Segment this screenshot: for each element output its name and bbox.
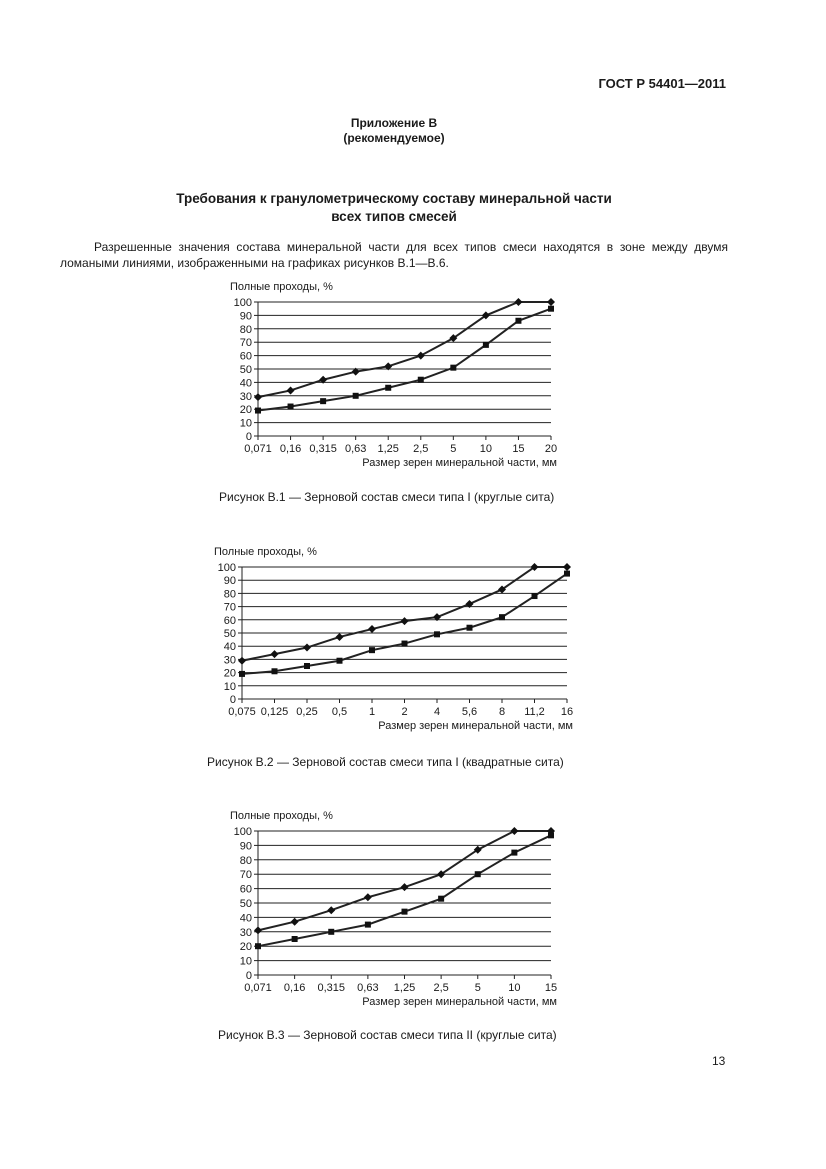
data-point-lower bbox=[365, 922, 371, 928]
y-tick-label: 30 bbox=[223, 654, 236, 667]
page-number: 13 bbox=[712, 1054, 726, 1068]
data-point-lower bbox=[402, 641, 408, 647]
y-tick-label: 20 bbox=[239, 404, 252, 417]
y-tick-label: 20 bbox=[223, 667, 236, 680]
y-tick-label: 90 bbox=[239, 310, 252, 323]
x-tick-label: 10 bbox=[508, 982, 521, 994]
y-tick-label: 70 bbox=[239, 869, 252, 882]
x-tick-label: 5,6 bbox=[461, 706, 478, 718]
data-point-upper bbox=[401, 883, 409, 891]
x-tick-label: 1 bbox=[368, 706, 376, 718]
data-point-lower bbox=[353, 393, 359, 399]
data-point-lower bbox=[564, 571, 570, 577]
x-tick-label: 20 bbox=[544, 443, 558, 455]
data-point-lower bbox=[292, 936, 298, 942]
data-point-lower bbox=[255, 408, 261, 414]
x-tick-label: 0,315 bbox=[309, 443, 337, 455]
y-tick-label: 50 bbox=[239, 364, 252, 376]
data-point-lower bbox=[438, 896, 444, 902]
y-axis-title: Полные проходы, % bbox=[214, 546, 317, 558]
standard-number: ГОСТ Р 54401—2011 bbox=[598, 76, 726, 91]
y-tick-label: 90 bbox=[239, 840, 252, 853]
data-point-upper bbox=[287, 386, 295, 394]
data-point-lower bbox=[328, 929, 334, 935]
y-tick-label: 40 bbox=[223, 641, 236, 654]
data-point-lower bbox=[532, 593, 538, 599]
y-tick-label: 60 bbox=[239, 350, 252, 363]
y-tick-label: 30 bbox=[239, 926, 252, 939]
figure-b2-caption: Рисунок В.2 — Зерновой состав смеси типа I (квадратные сита) bbox=[207, 755, 564, 769]
y-tick-label: 70 bbox=[239, 337, 252, 350]
data-point-lower bbox=[385, 385, 391, 391]
data-point-lower bbox=[369, 647, 375, 653]
data-point-lower bbox=[402, 909, 408, 915]
data-point-lower bbox=[499, 614, 505, 620]
x-tick-label: 5 bbox=[450, 443, 457, 455]
figure-b3-caption: Рисунок В.3 — Зерновой состав смеси типа II (круглые сита) bbox=[218, 1028, 557, 1042]
data-point-lower bbox=[239, 671, 245, 677]
y-axis-title: Полные проходы, % bbox=[230, 281, 333, 293]
data-point-upper bbox=[303, 644, 311, 652]
data-point-lower bbox=[467, 625, 473, 631]
appendix-title: Приложение В bbox=[350, 116, 438, 130]
y-tick-label: 100 bbox=[233, 297, 252, 309]
data-point-upper bbox=[364, 893, 372, 901]
y-tick-label: 0 bbox=[245, 431, 252, 443]
intro-paragraph-line2: ломаными линиями, изображенными на графиках рисунков В.1—В.6. bbox=[60, 256, 449, 270]
series-line-lower bbox=[258, 309, 551, 411]
section-title-line2: всех типов смесей bbox=[331, 209, 457, 224]
y-tick-label: 40 bbox=[239, 912, 252, 925]
data-point-upper bbox=[336, 633, 344, 641]
intro-paragraph-line1: Разрешенные значения состава минеральной части для всех типов смеси находятся в зоне между двумя bbox=[94, 240, 728, 254]
x-tick-label: 0,071 bbox=[244, 443, 272, 455]
series-line-upper bbox=[258, 831, 551, 930]
x-tick-label: 0,5 bbox=[331, 706, 348, 718]
data-point-upper bbox=[368, 625, 376, 633]
data-point-upper bbox=[563, 563, 571, 571]
section-title-line1: Требования к гранулометрическому составу минеральной части bbox=[176, 191, 612, 206]
x-axis-title: Размер зерен минеральной части, мм bbox=[362, 996, 557, 1008]
data-point-upper bbox=[291, 918, 299, 926]
y-tick-label: 80 bbox=[239, 323, 252, 336]
y-tick-label: 70 bbox=[223, 601, 236, 614]
x-axis-title: Размер зерен минеральной части, мм bbox=[362, 457, 557, 469]
chart-figure-b3 bbox=[0, 800, 826, 1010]
y-tick-label: 100 bbox=[233, 826, 252, 838]
x-tick-label: 15 bbox=[544, 982, 558, 994]
figure-b1-caption: Рисунок В.1 — Зерновой состав смеси типа I (круглые сита) bbox=[219, 490, 555, 504]
x-tick-label: 0,16 bbox=[279, 443, 302, 455]
y-tick-label: 10 bbox=[239, 955, 252, 968]
data-point-upper bbox=[401, 617, 409, 625]
x-tick-label: 15 bbox=[512, 443, 525, 455]
y-tick-label: 60 bbox=[239, 883, 252, 896]
data-point-lower bbox=[272, 668, 278, 674]
x-tick-label: 1,25 bbox=[393, 982, 416, 994]
y-tick-label: 100 bbox=[217, 562, 236, 574]
chart-figure-b1 bbox=[0, 270, 826, 480]
data-point-lower bbox=[418, 377, 424, 383]
data-point-upper bbox=[514, 298, 522, 306]
data-point-lower bbox=[515, 318, 521, 324]
data-point-upper bbox=[271, 650, 279, 658]
data-point-upper bbox=[254, 393, 262, 401]
y-tick-label: 10 bbox=[223, 680, 236, 693]
x-tick-label: 0,16 bbox=[283, 982, 306, 994]
data-point-lower bbox=[450, 365, 456, 371]
data-point-lower bbox=[434, 631, 440, 637]
data-point-upper bbox=[238, 657, 246, 665]
x-tick-label: 0,071 bbox=[244, 982, 272, 994]
x-tick-label: 1,25 bbox=[377, 443, 399, 455]
data-point-lower bbox=[304, 663, 310, 669]
data-point-lower bbox=[320, 398, 326, 404]
x-tick-label: 0,075 bbox=[228, 706, 256, 718]
x-tick-label: 0,125 bbox=[260, 706, 289, 718]
y-tick-label: 10 bbox=[239, 417, 252, 430]
appendix-subtitle: (рекомендуемое) bbox=[343, 131, 445, 145]
intro-paragraph bbox=[60, 239, 728, 271]
y-tick-label: 90 bbox=[223, 575, 236, 588]
x-tick-label: 2,5 bbox=[433, 982, 449, 994]
data-point-upper bbox=[547, 298, 555, 306]
y-tick-label: 30 bbox=[239, 390, 252, 403]
x-tick-label: 0,63 bbox=[357, 982, 379, 994]
chart-figure-b2 bbox=[0, 535, 826, 745]
x-tick-label: 5 bbox=[474, 982, 481, 994]
data-point-upper bbox=[327, 906, 335, 914]
x-tick-label: 0,315 bbox=[317, 982, 346, 994]
x-axis-title: Размер зерен минеральной части, мм bbox=[378, 720, 573, 732]
y-tick-label: 60 bbox=[223, 614, 236, 627]
data-point-lower bbox=[475, 871, 481, 877]
y-tick-label: 50 bbox=[223, 628, 236, 640]
data-point-lower bbox=[511, 850, 517, 856]
y-tick-label: 40 bbox=[239, 377, 252, 390]
x-tick-label: 11,2 bbox=[524, 706, 545, 718]
data-point-lower bbox=[548, 306, 554, 312]
data-point-lower bbox=[288, 404, 294, 410]
x-tick-label: 0,63 bbox=[344, 443, 367, 455]
x-tick-label: 2,5 bbox=[413, 443, 429, 455]
y-tick-label: 0 bbox=[229, 694, 236, 706]
x-tick-label: 0,25 bbox=[296, 706, 318, 718]
y-tick-label: 80 bbox=[239, 854, 252, 867]
data-point-lower bbox=[548, 832, 554, 838]
y-tick-label: 50 bbox=[239, 898, 252, 910]
data-point-upper bbox=[510, 827, 518, 835]
y-tick-label: 0 bbox=[245, 970, 252, 982]
x-tick-label: 8 bbox=[498, 706, 506, 718]
data-point-lower bbox=[255, 943, 261, 949]
x-tick-label: 4 bbox=[433, 706, 441, 718]
y-tick-label: 80 bbox=[223, 588, 236, 601]
y-axis-title: Полные проходы, % bbox=[230, 810, 333, 822]
data-point-upper bbox=[417, 352, 425, 360]
data-point-upper bbox=[254, 926, 262, 934]
data-point-lower bbox=[483, 342, 489, 348]
x-tick-label: 2 bbox=[401, 706, 408, 718]
x-tick-label: 16 bbox=[560, 706, 574, 718]
data-point-lower bbox=[337, 658, 343, 664]
y-tick-label: 20 bbox=[239, 941, 252, 954]
x-tick-label: 10 bbox=[479, 443, 493, 455]
